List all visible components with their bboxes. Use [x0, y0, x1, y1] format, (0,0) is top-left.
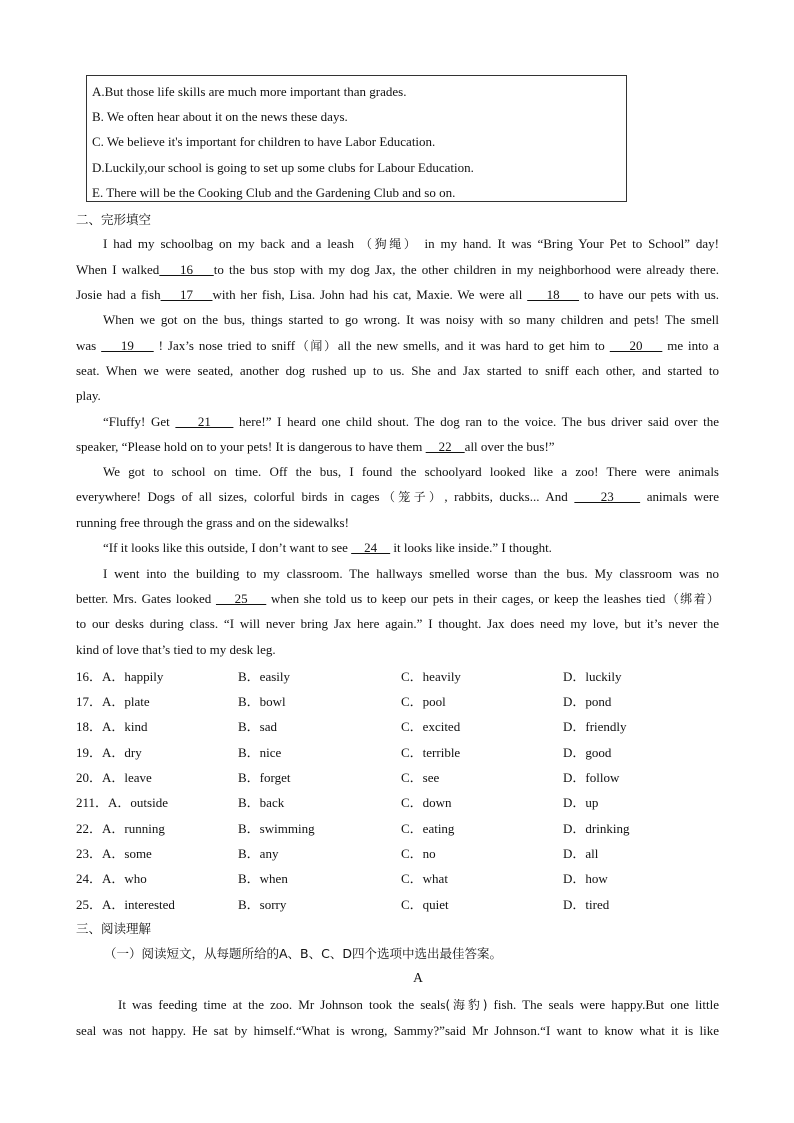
- blank-21: 21: [175, 414, 234, 429]
- blank-18: 18: [527, 287, 580, 302]
- question-20: 20．A．leave B．forget C．see D．follow: [76, 770, 620, 785]
- option-d: D.Luckily,our school is going to set up some clubs for Labour Education.: [92, 160, 474, 175]
- question-22: 22．A．running B．swimming C．eating D．drinking: [76, 821, 630, 836]
- question-18: 18．A．kind B．sad C．excited D．friendly: [76, 719, 627, 734]
- passage-line: to our desks during class. “I will never bring Jax here again.” I thought. Jax does need my love, but it’s never the: [76, 616, 719, 631]
- blank-23: 23: [574, 489, 641, 504]
- question-16: 16．A．happily B．easily C．heavily D．luckily: [76, 669, 622, 684]
- option-b: B. We often hear about it on the news these days.: [92, 109, 348, 124]
- question-25: 25．A．interested B．sorry C．quiet D．tired: [76, 897, 610, 912]
- blank-25: 25: [215, 591, 267, 606]
- question-21: 211．A．outside B．back C．down D．up: [76, 795, 599, 810]
- blank-17: 17: [160, 287, 213, 302]
- passage-line: We got to school on time. Off the bus, I found the schoolyard looked like a zoo! There were animals: [103, 464, 719, 479]
- option-e: E. There will be the Cooking Club and the Gardening Club and so on.: [92, 185, 456, 200]
- option-a: A.But those life skills are much more important than grades.: [92, 84, 407, 99]
- passage-line: better. Mrs. Gates looked 25 when she told us to keep our pets in their cages, or keep the leashes tied（绑着）: [76, 591, 720, 606]
- section-heading-reading: 三、阅读理解: [76, 921, 152, 936]
- passage-label: A: [413, 970, 423, 985]
- passage-line: play.: [76, 388, 101, 403]
- passage-line: seal was not happy. He sat by himself.“What is wrong, Sammy?”said Mr Johnson.“I want to know what it is like: [76, 1023, 719, 1038]
- passage-line: speaker, “Please hold on to your pets! It is dangerous to have them 22 all over the bus!”: [76, 439, 555, 454]
- passage-line: When I walked 16 to the bus stop with my dog Jax, the other children in my neighborhood were already there.: [76, 262, 720, 277]
- passage-line: Josie had a fish 17 with her fish, Lisa. John had his cat, Maxie. We were all 18 to have our pets with us.: [76, 287, 720, 302]
- blank-19: 19: [101, 338, 154, 353]
- blank-22: 22: [425, 439, 465, 454]
- passage-line: When we got on the bus, things started to go wrong. It was noisy with so many children and pets! The smell: [103, 312, 719, 327]
- passage-line: I had my schoolbag on my back and a leash （狗绳） in my hand. It was “Bring Your Pet to School” day!: [103, 236, 720, 251]
- blank-16: 16: [159, 262, 214, 277]
- passage-line: “If it looks like this outside, I don’t want to see 24 it looks like inside.” I thought.: [103, 540, 552, 555]
- blank-20: 20: [609, 338, 663, 353]
- blank-24: 24: [351, 540, 391, 555]
- passage-line: everywhere! Dogs of all sizes, colorful birds in cages（笼子）, rabbits, ducks... And 23 animals were: [76, 489, 719, 504]
- passage-line: running free through the grass and on the sidewalks!: [76, 515, 349, 530]
- reading-instruction: （一）阅读短文，从每题所给的A、B、C、D四个选项中选出最佳答案。: [104, 946, 502, 961]
- sentence-options-box: [86, 75, 627, 202]
- passage-line: was 19 ! Jax’s nose tried to sniff（闻）all the new smells, and it was hard to get him to 20 me into a: [76, 338, 719, 353]
- question-24: 24．A．who B．when C．what D．how: [76, 871, 608, 886]
- passage-line: It was feeding time at the zoo. Mr Johnson took the seals(海豹) fish. The seals were happy.But one little: [118, 997, 719, 1012]
- passage-line: “Fluffy! Get 21 here!” I heard one child shout. The dog ran to the voice. The bus driver said over the: [103, 414, 719, 429]
- passage-line: I went into the building to my classroom. The hallways smelled worse than the bus. My classroom was no: [103, 566, 719, 581]
- option-c: C. We believe it's important for children to have Labor Education.: [92, 134, 436, 149]
- question-19: 19．A．dry B．nice C．terrible D．good: [76, 745, 612, 760]
- passage-line: seat. When we were seated, another dog rushed up to us. She and Jax started to sniff each other, and started to: [76, 363, 719, 378]
- section-heading-cloze: 二、完形填空: [76, 212, 152, 227]
- question-23: 23．A．some B．any C．no D．all: [76, 846, 599, 861]
- question-17: 17．A．plate B．bowl C．pool D．pond: [76, 694, 612, 709]
- passage-line: kind of love that’s tied to my desk leg.: [76, 642, 276, 657]
